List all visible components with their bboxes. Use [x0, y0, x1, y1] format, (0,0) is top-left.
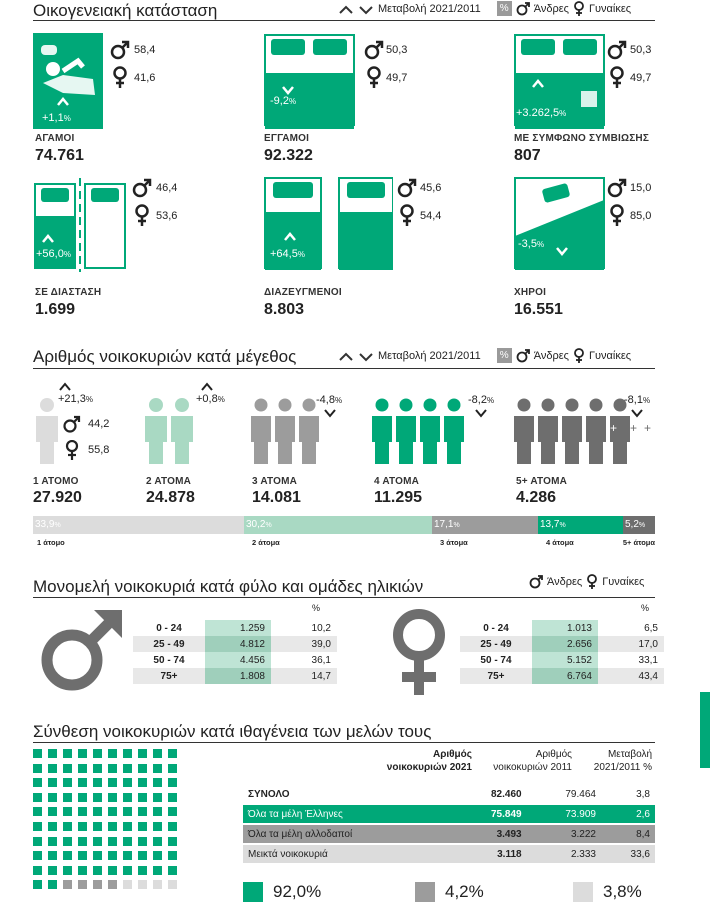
- waffle-cell: [33, 778, 42, 787]
- marital-divider: [33, 20, 655, 21]
- age-row: [133, 620, 337, 636]
- single-change: +1,1%: [42, 112, 71, 124]
- waffle-cell: [153, 807, 162, 816]
- female-symbol-icon: [366, 66, 382, 88]
- three-persons-value: 14.081: [252, 489, 301, 506]
- waffle-cell: [63, 778, 72, 787]
- five-plus-persons-icon: [514, 396, 654, 464]
- partnership-label: ΜΕ ΣΥΜΦΩΝΟ ΣΥΜΒΙΩΣΗΣ: [514, 133, 650, 144]
- legend-swatch: [573, 882, 593, 902]
- legend-value: 3,8%: [603, 882, 642, 901]
- age-group: 75+: [460, 668, 532, 684]
- widowed-value: 16.551: [514, 301, 563, 318]
- bar-tick-label: 3 άτομα: [440, 538, 468, 547]
- waffle-cell: [108, 793, 117, 802]
- waffle-cell: [153, 866, 162, 875]
- large-male-symbol-icon: [38, 608, 124, 694]
- waffle-cell: [168, 793, 177, 802]
- age-row: [133, 636, 337, 652]
- age-row: [460, 636, 664, 652]
- waffle-cell: [33, 880, 42, 889]
- partnership-change: +3.262,5%: [516, 107, 567, 119]
- male-symbol-icon: [607, 178, 627, 198]
- two-persons-change: +0,8%: [196, 393, 225, 405]
- age-percent: 17,0: [598, 636, 664, 652]
- bar-segment: [33, 516, 244, 534]
- waffle-cell: [63, 822, 72, 831]
- age-group: 50 - 74: [153, 654, 185, 666]
- citizenship-row: [243, 785, 655, 804]
- waffle-cell: [168, 837, 177, 846]
- waffle-cell: [108, 837, 117, 846]
- marital-title: Οικογενειακή κατάσταση: [33, 1, 218, 20]
- origin-divider: [33, 742, 655, 743]
- citizenship-row: [243, 844, 655, 864]
- women-label: Γυναίκες: [602, 575, 645, 588]
- waffle-cell: [93, 837, 102, 846]
- female-symbol-icon: [609, 204, 625, 226]
- separated-change: +56,0%: [36, 248, 71, 260]
- men-label: Άνδρες: [533, 2, 569, 15]
- age-group: 25 - 49: [133, 636, 205, 652]
- up-down-chevrons-icon: [338, 3, 374, 15]
- male-symbol-icon: [516, 349, 530, 363]
- married-men-pct: 50,3: [386, 44, 408, 56]
- two-persons-icon: [144, 396, 194, 464]
- four-persons-change: -8,2%: [468, 394, 495, 406]
- divorced-women-pct: 54,4: [420, 210, 442, 222]
- male-symbol-icon: [364, 40, 384, 60]
- waffle-cell: [93, 822, 102, 831]
- waffle-cell: [48, 749, 57, 758]
- female-symbol-icon: [399, 204, 415, 226]
- waffle-cell: [123, 837, 132, 846]
- female-symbol-icon: [609, 66, 625, 88]
- waffle-cell: [78, 880, 87, 889]
- men-label: Άνδρες: [533, 349, 569, 362]
- legend-value: 4,2%: [445, 882, 484, 901]
- waffle-cell: [138, 807, 147, 816]
- divorced-change: +64,5%: [270, 248, 305, 260]
- married-label: ΕΓΓΑΜΟΙ: [264, 133, 310, 144]
- waffle-cell: [33, 866, 42, 875]
- change-label: Μεταβολή 2021/2011: [378, 2, 481, 15]
- five-plus-label: 5+ ΑΤΟΜΑ: [516, 476, 568, 487]
- waffle-cell: [123, 807, 132, 816]
- waffle-cell: [138, 764, 147, 773]
- household-share-bar: [33, 516, 655, 534]
- widowed-men-pct: 15,0: [630, 182, 652, 194]
- four-persons-label: 4 ΑΤΟΜΑ: [374, 476, 420, 487]
- waffle-cell: [48, 807, 57, 816]
- two-persons-label: 2 ΑΤΟΜΑ: [146, 476, 192, 487]
- waffle-cell: [63, 851, 72, 860]
- row-count-2021: 75.849: [452, 804, 526, 824]
- separated-label: ΣΕ ΔΙΑΣΤΑΣΗ: [35, 287, 102, 298]
- female-symbol-icon: [65, 440, 79, 460]
- male-symbol-icon: [607, 40, 627, 60]
- header-count-2021: Αριθμός νοικοκυριών 2021: [386, 749, 472, 773]
- row-count-2011: 3.222: [527, 824, 601, 844]
- row-count-2021: 3.493: [452, 824, 526, 844]
- row-change: 33,6: [601, 844, 655, 864]
- row-count-2021: 3.118: [452, 844, 526, 864]
- citizenship-table: [243, 785, 655, 865]
- waffle-cell: [168, 880, 177, 889]
- waffle-cell: [168, 851, 177, 860]
- waffle-cell: [48, 793, 57, 802]
- waffle-cell: [153, 793, 162, 802]
- bar-tick-label: 1 άτομο: [37, 538, 65, 547]
- row-label: Μεικτά νοικοκυριά: [243, 844, 452, 864]
- waffle-cell: [123, 851, 132, 860]
- waffle-cell: [168, 866, 177, 875]
- age-row: [133, 652, 337, 668]
- male-symbol-icon: [529, 575, 543, 589]
- partnership-women-pct: 49,7: [630, 72, 652, 84]
- up-down-chevrons-icon: [338, 350, 374, 362]
- female-symbol-icon: [112, 66, 128, 88]
- age-group: 75+: [133, 668, 205, 684]
- separated-women-pct: 53,6: [156, 210, 178, 222]
- legend-swatch: [415, 882, 435, 902]
- male-symbol-icon: [110, 40, 130, 60]
- row-count-2011: 2.333: [527, 844, 601, 864]
- waffle-cell: [153, 764, 162, 773]
- waffle-cell: [138, 749, 147, 758]
- age-group: 0 - 24: [156, 622, 182, 634]
- age-count: 4.456: [205, 652, 271, 668]
- waffle-cell: [48, 851, 57, 860]
- single-legend: [529, 574, 644, 589]
- waffle-cell: [168, 749, 177, 758]
- partnership-men-pct: 50,3: [630, 44, 652, 56]
- age-count: 4.812: [205, 636, 271, 652]
- age-count: 2.656: [532, 636, 598, 652]
- waffle-cell: [63, 866, 72, 875]
- waffle-cell: [93, 851, 102, 860]
- waffle-cell: [48, 764, 57, 773]
- waffle-cell: [153, 778, 162, 787]
- two-persons-value: 24.878: [146, 489, 195, 506]
- married-bed-icon: [263, 33, 356, 129]
- waffle-cell: [168, 778, 177, 787]
- female-symbol-icon: [586, 574, 598, 589]
- women-label: Γυναίκες: [588, 2, 632, 15]
- waffle-cell: [63, 807, 72, 816]
- waffle-cell: [123, 793, 132, 802]
- household-share-ticks: [33, 538, 655, 548]
- percent-badge: %: [497, 348, 512, 363]
- male-pct-header: %: [312, 603, 321, 613]
- waffle-cell: [63, 793, 72, 802]
- four-persons-value: 11.295: [374, 489, 423, 506]
- waffle-cell: [123, 880, 132, 889]
- male-symbol-icon: [63, 415, 81, 433]
- row-label: Όλα τα μέλη αλλοδαποί: [243, 824, 452, 844]
- age-percent: 14,7: [271, 668, 337, 684]
- bar-tick-label: 5+ άτομα: [622, 538, 655, 547]
- age-group: 25 - 49: [460, 636, 532, 652]
- single-title: Μονομελή νοικοκυριά κατά φύλο και ομάδες ηλικιών: [33, 577, 424, 596]
- waffle-cell: [33, 851, 42, 860]
- waffle-cell: [93, 749, 102, 758]
- percent-badge: %: [497, 1, 512, 16]
- bar-segment: [244, 516, 432, 534]
- male-symbol-icon: [516, 2, 530, 16]
- waffle-cell: [93, 764, 102, 773]
- single-men-share: 44,2: [88, 418, 110, 430]
- svg-text:+: +: [630, 421, 638, 435]
- chevron-down-icon: [323, 408, 337, 418]
- waffle-cell: [138, 837, 147, 846]
- origin-title: Σύνθεση νοικοκυριών κατά ιθαγένεια των μελών τους: [33, 722, 432, 741]
- married-value: 92.322: [264, 147, 313, 164]
- men-label: Άνδρες: [547, 575, 583, 588]
- age-percent: 6,5: [644, 622, 658, 634]
- waffle-cell: [33, 837, 42, 846]
- row-change: 8,4: [601, 824, 655, 844]
- age-group: 0 - 24: [483, 622, 509, 634]
- waffle-cell: [78, 807, 87, 816]
- age-count: 6.764: [532, 668, 598, 684]
- change-label: Μεταβολή 2021/2011: [378, 349, 481, 362]
- bar-segment-label: 13,7%: [540, 519, 566, 530]
- single-label: ΑΓΑΜΟΙ: [35, 133, 75, 144]
- bar-segment-label: 30,2%: [246, 519, 272, 530]
- waffle-cell: [78, 793, 87, 802]
- age-row: [460, 652, 664, 668]
- waffle-cell: [93, 778, 102, 787]
- svg-text:+: +: [644, 421, 652, 435]
- age-count: 1.013: [532, 620, 598, 636]
- waffle-cell: [123, 764, 132, 773]
- chevron-down-icon: [474, 408, 488, 418]
- large-female-symbol-icon: [388, 607, 450, 695]
- households-title: Αριθμός νοικοκυριών κατά μέγεθος: [33, 347, 297, 366]
- waffle-cell: [93, 866, 102, 875]
- age-percent: 43,4: [598, 668, 664, 684]
- waffle-cell: [108, 880, 117, 889]
- waffle-cell: [78, 749, 87, 758]
- households-legend: [338, 348, 631, 363]
- bar-tick-label: 2 άτομα: [252, 538, 280, 547]
- three-persons-change: -4,8%: [316, 394, 343, 406]
- waffle-cell: [153, 749, 162, 758]
- one-person-label: 1 ΑΤΟΜΟ: [33, 476, 79, 487]
- waffle-cell: [168, 807, 177, 816]
- single-men-pct: 58,4: [134, 44, 156, 56]
- age-row: [460, 668, 664, 684]
- waffle-cell: [153, 837, 162, 846]
- age-percent: 10,2: [311, 622, 331, 634]
- waffle-cell: [63, 749, 72, 758]
- waffle-cell: [78, 822, 87, 831]
- age-row: [460, 620, 664, 636]
- female-symbol-icon: [573, 348, 585, 363]
- citizenship-row: [243, 804, 655, 824]
- waffle-cell: [123, 822, 132, 831]
- age-percent: 36,1: [311, 654, 331, 666]
- separated-men-pct: 46,4: [156, 182, 178, 194]
- five-plus-value: 4.286: [516, 489, 557, 506]
- waffle-cell: [138, 778, 147, 787]
- waffle-cell: [93, 880, 102, 889]
- age-percent: 33,1: [638, 654, 658, 666]
- waffle-cell: [108, 778, 117, 787]
- waffle-cell: [78, 866, 87, 875]
- bar-segment-label: 17,1%: [434, 519, 460, 530]
- female-symbol-icon: [573, 1, 585, 16]
- waffle-cell: [48, 837, 57, 846]
- chevron-down-icon: [630, 408, 644, 418]
- legend-swatch: [243, 882, 263, 902]
- waffle-cell: [33, 822, 42, 831]
- legend-value: 92,0%: [273, 882, 322, 901]
- waffle-cell: [123, 749, 132, 758]
- one-person-icon: [33, 396, 61, 464]
- waffle-cell: [123, 778, 132, 787]
- single-divider: [33, 597, 655, 598]
- waffle-cell: [78, 778, 87, 787]
- citizenship-row: [243, 824, 655, 844]
- waffle-cell: [168, 822, 177, 831]
- married-change: -9,2%: [270, 95, 297, 107]
- one-person-value: 27.920: [33, 489, 82, 506]
- waffle-cell: [63, 764, 72, 773]
- waffle-cell: [108, 764, 117, 773]
- citizenship-legend: [243, 880, 663, 910]
- age-count: 5.152: [532, 652, 598, 668]
- chevron-up-icon: [58, 382, 72, 392]
- waffle-cell: [33, 749, 42, 758]
- row-label: ΣΥΝΟΛΟ: [243, 785, 452, 804]
- svg-text:+: +: [610, 421, 618, 435]
- row-change: 3,8: [601, 785, 655, 804]
- waffle-cell: [93, 793, 102, 802]
- row-label: Όλα τα μέλη Έλληνες: [243, 804, 452, 824]
- four-persons-icon: [372, 396, 464, 464]
- waffle-cell: [138, 822, 147, 831]
- bar-segment-label: 33,9%: [35, 519, 61, 530]
- waffle-cell: [153, 851, 162, 860]
- row-count-2011: 79.464: [527, 785, 601, 804]
- waffle-cell: [108, 807, 117, 816]
- citizenship-waffle: [33, 749, 213, 909]
- waffle-cell: [63, 837, 72, 846]
- male-symbol-icon: [397, 178, 417, 198]
- widowed-women-pct: 85,0: [630, 210, 652, 222]
- male-symbol-icon: [132, 178, 152, 198]
- age-row: [133, 668, 337, 684]
- age-group: 50 - 74: [480, 654, 512, 666]
- waffle-cell: [48, 866, 57, 875]
- single-women-pct: 41,6: [134, 72, 156, 84]
- five-plus-change: -8,1%: [624, 394, 651, 406]
- waffle-cell: [48, 778, 57, 787]
- waffle-cell: [138, 866, 147, 875]
- female-pct-header: %: [641, 603, 650, 613]
- marital-legend: [338, 1, 631, 16]
- waffle-cell: [168, 764, 177, 773]
- waffle-cell: [108, 851, 117, 860]
- households-divider: [33, 368, 655, 369]
- divorced-label: ΔΙΑΖΕΥΓΜΕΝΟΙ: [264, 287, 342, 298]
- waffle-cell: [48, 822, 57, 831]
- waffle-cell: [108, 749, 117, 758]
- divorced-men-pct: 45,6: [420, 182, 442, 194]
- waffle-cell: [78, 764, 87, 773]
- waffle-cell: [93, 807, 102, 816]
- page-side-tab: [700, 692, 710, 768]
- waffle-cell: [108, 822, 117, 831]
- header-change: Μεταβολή 2021/2011 %: [593, 749, 652, 773]
- waffle-cell: [33, 793, 42, 802]
- widowed-change: -3,5%: [518, 238, 545, 250]
- married-women-pct: 49,7: [386, 72, 408, 84]
- waffle-cell: [138, 793, 147, 802]
- female-age-table: [460, 620, 664, 684]
- waffle-cell: [108, 866, 117, 875]
- male-age-table: [133, 620, 337, 684]
- widowed-label: ΧΗΡΟΙ: [514, 287, 547, 298]
- single-value: 74.761: [35, 147, 84, 164]
- waffle-cell: [138, 880, 147, 889]
- waffle-cell: [33, 807, 42, 816]
- waffle-cell: [153, 822, 162, 831]
- widowed-bed-icon: [513, 176, 606, 272]
- waffle-cell: [78, 851, 87, 860]
- waffle-cell: [123, 866, 132, 875]
- separated-value: 1.699: [35, 301, 76, 318]
- age-count: 1.259: [205, 620, 271, 636]
- bar-tick-label: 4 άτομα: [546, 538, 574, 547]
- single-women-share: 55,8: [88, 444, 110, 456]
- three-persons-icon: [250, 396, 322, 464]
- three-persons-label: 3 ΑΤΟΜΑ: [252, 476, 298, 487]
- waffle-cell: [63, 880, 72, 889]
- age-count: 1.808: [205, 668, 271, 684]
- bar-segment-label: 5,2%: [625, 519, 646, 530]
- waffle-cell: [48, 880, 57, 889]
- header-count-2011: Αριθμός νοικοκυριών 2011: [493, 749, 572, 773]
- waffle-cell: [153, 880, 162, 889]
- chevron-up-icon: [200, 382, 214, 392]
- partnership-value: 807: [514, 147, 541, 164]
- women-label: Γυναίκες: [588, 349, 632, 362]
- row-count-2021: 82.460: [452, 785, 526, 804]
- waffle-cell: [78, 837, 87, 846]
- one-person-change: +21,3%: [58, 393, 93, 405]
- row-count-2011: 73.909: [527, 804, 601, 824]
- waffle-cell: [33, 764, 42, 773]
- waffle-cell: [138, 851, 147, 860]
- row-change: 2,6: [601, 804, 655, 824]
- divorced-value: 8.803: [264, 301, 305, 318]
- female-symbol-icon: [134, 204, 150, 226]
- age-percent: 39,0: [271, 636, 337, 652]
